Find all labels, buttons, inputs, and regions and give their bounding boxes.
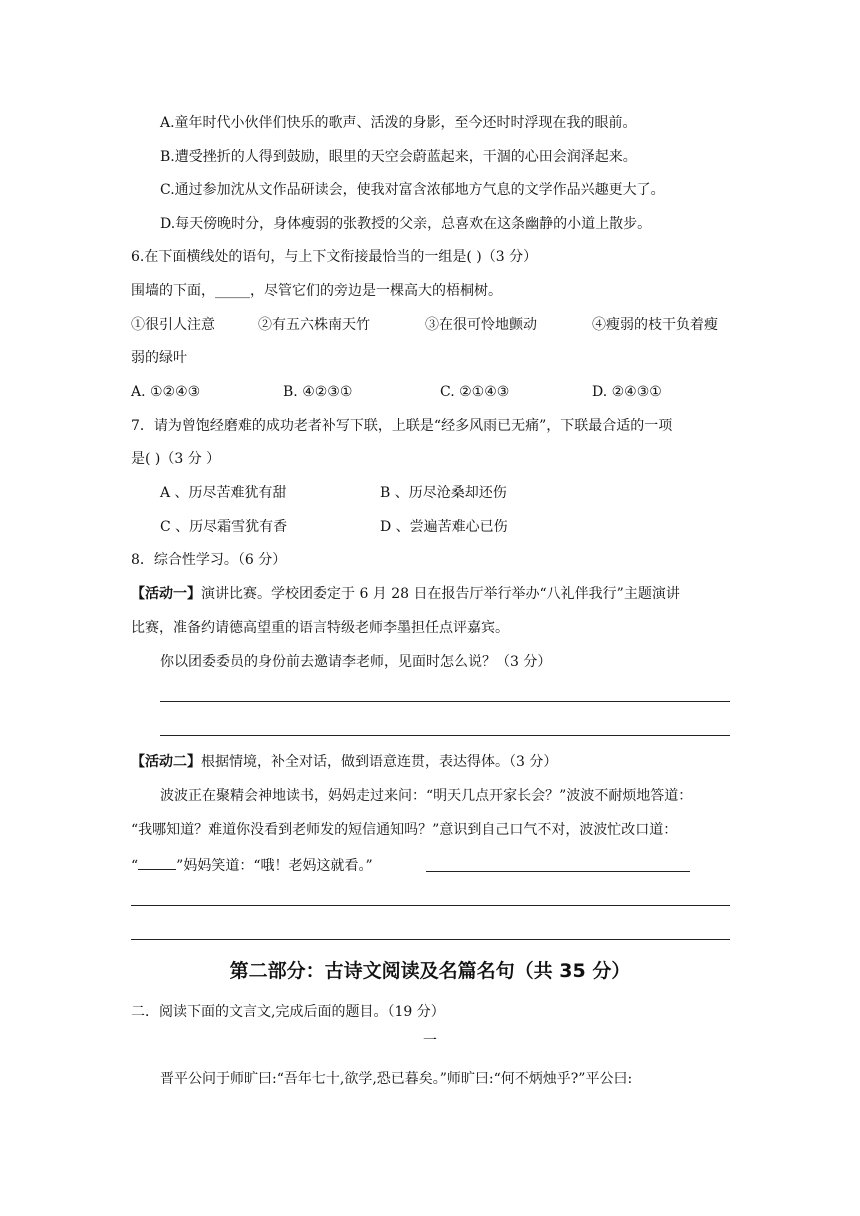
dialog-line-1: 波波正在聚精会神地读书，妈妈走过来问：“明天几点开家长会？”波波不耐烦地答道： xyxy=(160,788,693,804)
part2-heading: 第二部分：古诗文阅读及名篇名句（共 35 分） xyxy=(229,960,631,982)
q6-item-1: ①很引人注意 xyxy=(131,317,215,333)
q6-stem: 6.在下面横线处的语句，与上下文衔接最恰当的一组是( )（3 分） xyxy=(131,249,538,265)
q6-item-3: ③在很可怜地颤动 xyxy=(425,317,537,333)
q6-choice-b: B. ④②③① xyxy=(283,384,353,400)
q6-choice-c: C. ②①④③ xyxy=(440,384,510,400)
activity-1-line-1 xyxy=(131,585,680,603)
q7-choice-b: B 、历尽沧桑却还伤 xyxy=(380,485,507,501)
activity-2-line xyxy=(131,753,557,771)
q6-item-4: ④瘦弱的枝干负着瘦 xyxy=(592,317,718,333)
option-a: A.童年时代小伙伴们快乐的歌声、活泼的身影，至今还时时浮现在我的眼前。 xyxy=(160,115,637,131)
activity-1-question: 你以团委委员的身份前去邀请李老师，见面时怎么说？（3 分） xyxy=(160,654,552,670)
dialog-line-2: “我哪知道？难道你没看到老师发的短信通知吗？”意识到自己口气不对，波波忙改口道： xyxy=(131,822,678,838)
q6-sentence: 围墙的下面，_____，尽管它们的旁边是一棵高大的梧桐树。 xyxy=(131,283,502,299)
q6-item-4-cont: 弱的绿叶 xyxy=(131,350,187,366)
activity-1-tag: 【活动一】 xyxy=(131,586,201,602)
passage-line-1: 晋平公问于师旷曰:“吾年七十,欲学,恐已暮矣。”师旷曰:“何不炳烛乎?”平公曰: xyxy=(160,1071,633,1087)
q6-item-2: ②有五六株南天竹 xyxy=(258,317,370,333)
option-d: D.每天傍晚时分，身体瘦弱的张教授的父亲，总喜欢在这条幽静的小道上散步。 xyxy=(160,216,652,232)
part2-question-intro: 二．阅读下面的文言文,完成后面的题目。（19 分） xyxy=(131,1004,445,1020)
answer-line-2[interactable] xyxy=(160,735,730,736)
answer-line-inline[interactable] xyxy=(426,871,690,872)
section-number: 一 xyxy=(423,1033,437,1049)
q7-choice-d: D 、尝遍苦难心已伤 xyxy=(380,519,508,535)
q7-stem-1: 7．请为曾饱经磨难的成功老者补写下联，上联是“经多风雨已无痛”，下联最合适的一项 xyxy=(131,418,673,434)
dialog-open-quote: “ xyxy=(131,858,139,874)
answer-line-3[interactable] xyxy=(131,905,730,906)
q6-choice-d: D. ②④③① xyxy=(592,384,662,400)
dialog-blank[interactable] xyxy=(138,855,176,870)
q7-stem-2: 是( )（3 分 ） xyxy=(131,451,221,467)
q7-choice-c: C 、历尽霜雪犹有香 xyxy=(160,519,288,535)
q7-choice-a: A 、历尽苦难犹有甜 xyxy=(160,485,287,501)
activity-2-tag: 【活动二】 xyxy=(131,754,201,770)
dialog-line-3 xyxy=(131,855,373,875)
activity-1-text-2: 比赛，准备约请德高望重的语言特级老师李墨担任点评嘉宾。 xyxy=(131,620,509,636)
dialog-rest: ”妈妈笑道：“哦！老妈这就看。” xyxy=(176,858,373,874)
option-b: B.遭受挫折的人得到鼓励，眼里的天空会蔚蓝起来，干涸的心田会润泽起来。 xyxy=(160,149,637,165)
q6-choice-a: A. ①②④③ xyxy=(131,384,201,400)
answer-line-1[interactable] xyxy=(160,701,730,702)
activity-1-text-1: 演讲比赛。学校团委定于 6 月 28 日在报告厅举行举办“八礼伴我行”主题演讲 xyxy=(201,586,680,602)
q8-stem: 8．综合性学习。（6 分） xyxy=(131,552,287,568)
option-c: C.通过参加沈从文作品研读会，使我对富含浓郁地方气息的文学作品兴趣更大了。 xyxy=(160,182,665,198)
answer-line-4[interactable] xyxy=(131,939,730,940)
activity-2-text: 根据情境，补全对话，做到语意连贯，表达得体。（3 分） xyxy=(201,754,558,770)
